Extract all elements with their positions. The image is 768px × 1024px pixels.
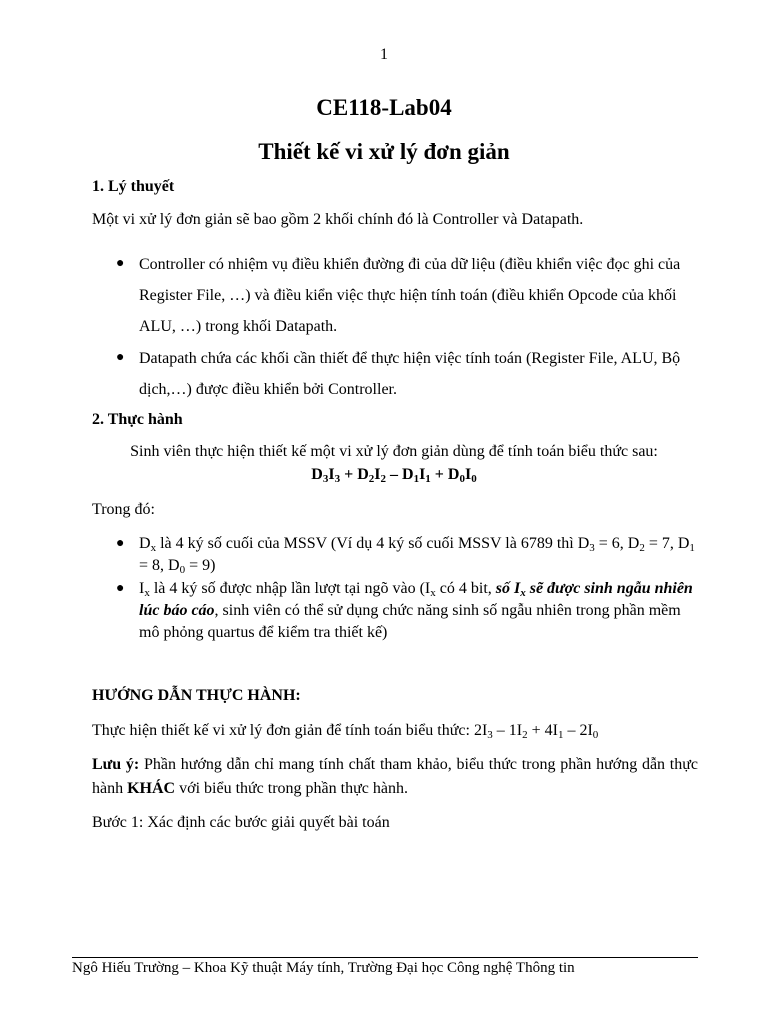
footer-divider: [72, 957, 698, 958]
bullet-icon: ●: [116, 536, 125, 551]
guide-step-1: Bước 1: Xác định các bước giải quyết bài toán: [92, 814, 390, 831]
section-2-heading: 2. Thực hành: [92, 411, 183, 428]
footer-text: Ngô Hiếu Trường – Khoa Kỹ thuật Máy tính, Trường Đại học Công nghệ Thông tin: [72, 960, 575, 976]
section-1-heading: 1. Lý thuyết: [92, 178, 175, 195]
bullet-dx: $D_x$ là 4 ký số cuối của MSSV (Ví dụ 4 ký số cuối MSSV là 6789 thì $D_3 = 6$, $D_2 = 7$, $D_1 = 8$, $D_0 = 9$): [139, 535, 695, 576]
page-subtitle: Thiết kế vi xử lý đơn giản: [258, 139, 510, 164]
bullet-datapath: Datapath chứa các khối cần thiết để thực hiện việc tính toán (Register File, ALU, Bộ dịch,…) được điều khiển bởi Controller.: [139, 350, 681, 398]
where-label: Trong đó:: [92, 501, 155, 518]
page-title: CE118-Lab04: [316, 95, 452, 120]
section-2-intro: Sinh viên thực hiện thiết kế một vi xử lý đơn giản dùng để tính toán biểu thức sau:: [130, 443, 658, 460]
bullet-icon: ●: [116, 581, 125, 596]
guide-note: Lưu ý: Phần hướng dẫn chỉ mang tính chất tham khảo, biểu thức trong phần hướng dẫn thực hành KHÁC với biểu thức trong phần thực hành.: [92, 756, 698, 797]
bullet-icon: ●: [116, 350, 125, 365]
bullet-icon: ●: [116, 256, 125, 271]
page-number: 1: [380, 46, 388, 63]
section-1-intro: Một vi xử lý đơn giản sẽ bao gồm 2 khối chính đó là Controller và Datapath.: [92, 211, 584, 228]
guide-expression: Thực hiện thiết kế vi xử lý đơn giản để tính toán biểu thức: $2I_3 - 1I_2 + 4I_1 - 2I_0$: [92, 722, 599, 741]
bullet-controller: Controller có nhiệm vụ điều khiển đường đi của dữ liệu (điều khiển việc đọc ghi của Register File, …) và điều kiển việc thực hiện tính toán (điều khiển Opcode của khối ALU, …) trong khối Datapath.: [139, 256, 681, 335]
formula: $D_3I_3 + D_2I_2 - D_1I_1 + D_0I_0$: [311, 466, 477, 485]
bullet-ix: $I_x$ là 4 ký số được nhập lần lượt tại ngõ vào ($I_x$ có 4 bit, số $I_x$ sẽ được sinh ngẫu nhiên lúc báo cáo, sinh viên có thể sử dụng chức năng sinh số ngẫu nhiên trong phần mềm mô phỏng quartus để kiểm tra thiết kế): [139, 580, 693, 641]
guide-heading: HƯỚNG DẪN THỰC HÀNH:: [92, 687, 301, 704]
